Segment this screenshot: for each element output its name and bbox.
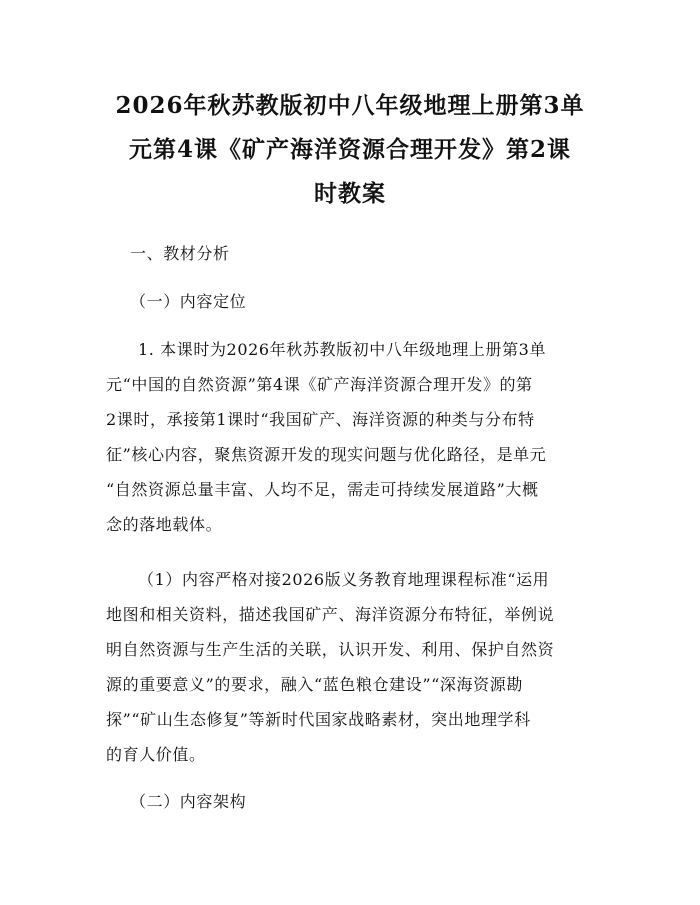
paragraph <box>106 562 596 772</box>
paragraph-line: 念的落地载体。 <box>106 515 223 534</box>
title-line: 2026年秋苏教版初中八年级地理上册第3单 <box>115 92 585 119</box>
document-title <box>104 84 596 216</box>
paragraph-line: 地图和相关资料，描述我国矿产、海洋资源分布特征，举例说 <box>106 605 555 624</box>
paragraph-line: （1）内容严格对接2026版义务教育地理课程标准“运用 <box>138 570 550 589</box>
paragraph-line: “自然资源总量丰富、人均不足，需走可持续发展道路”大概 <box>106 480 539 499</box>
paragraph <box>106 332 596 542</box>
paragraph-line: 元“中国的自然资源”第4课《矿产海洋资源合理开发》的第 <box>106 375 533 394</box>
paragraph-line: 明自然资源与生产生活的关联，认识开发、利用、保护自然资 <box>106 640 555 659</box>
section-heading: 一、教材分析 <box>130 244 230 263</box>
paragraph-line: 征”核心内容，聚焦资源开发的现实问题与优化路径，是单元 <box>106 445 547 464</box>
paragraph-line: 的育人价值。 <box>106 745 206 764</box>
paragraph-line: 源的重要意义”的要求，融入“蓝色粮仓建设”“深海资源勘 <box>106 675 523 694</box>
title-line: 时教案 <box>314 180 386 207</box>
title-line: 元第4课《矿产海洋资源合理开发》第2课 <box>128 136 571 163</box>
subsection-heading: （一）内容定位 <box>130 292 247 311</box>
paragraph-line: 1. 本课时为2026年秋苏教版初中八年级地理上册第3单 <box>138 340 547 359</box>
paragraph-line: 探”“矿山生态修复”等新时代国家战略素材，突出地理学科 <box>106 710 531 729</box>
subsection-heading: （二）内容架构 <box>130 792 247 811</box>
paragraph-line: 2课时，承接第1课时“我国矿产、海洋资源的种类与分布特 <box>106 410 535 429</box>
